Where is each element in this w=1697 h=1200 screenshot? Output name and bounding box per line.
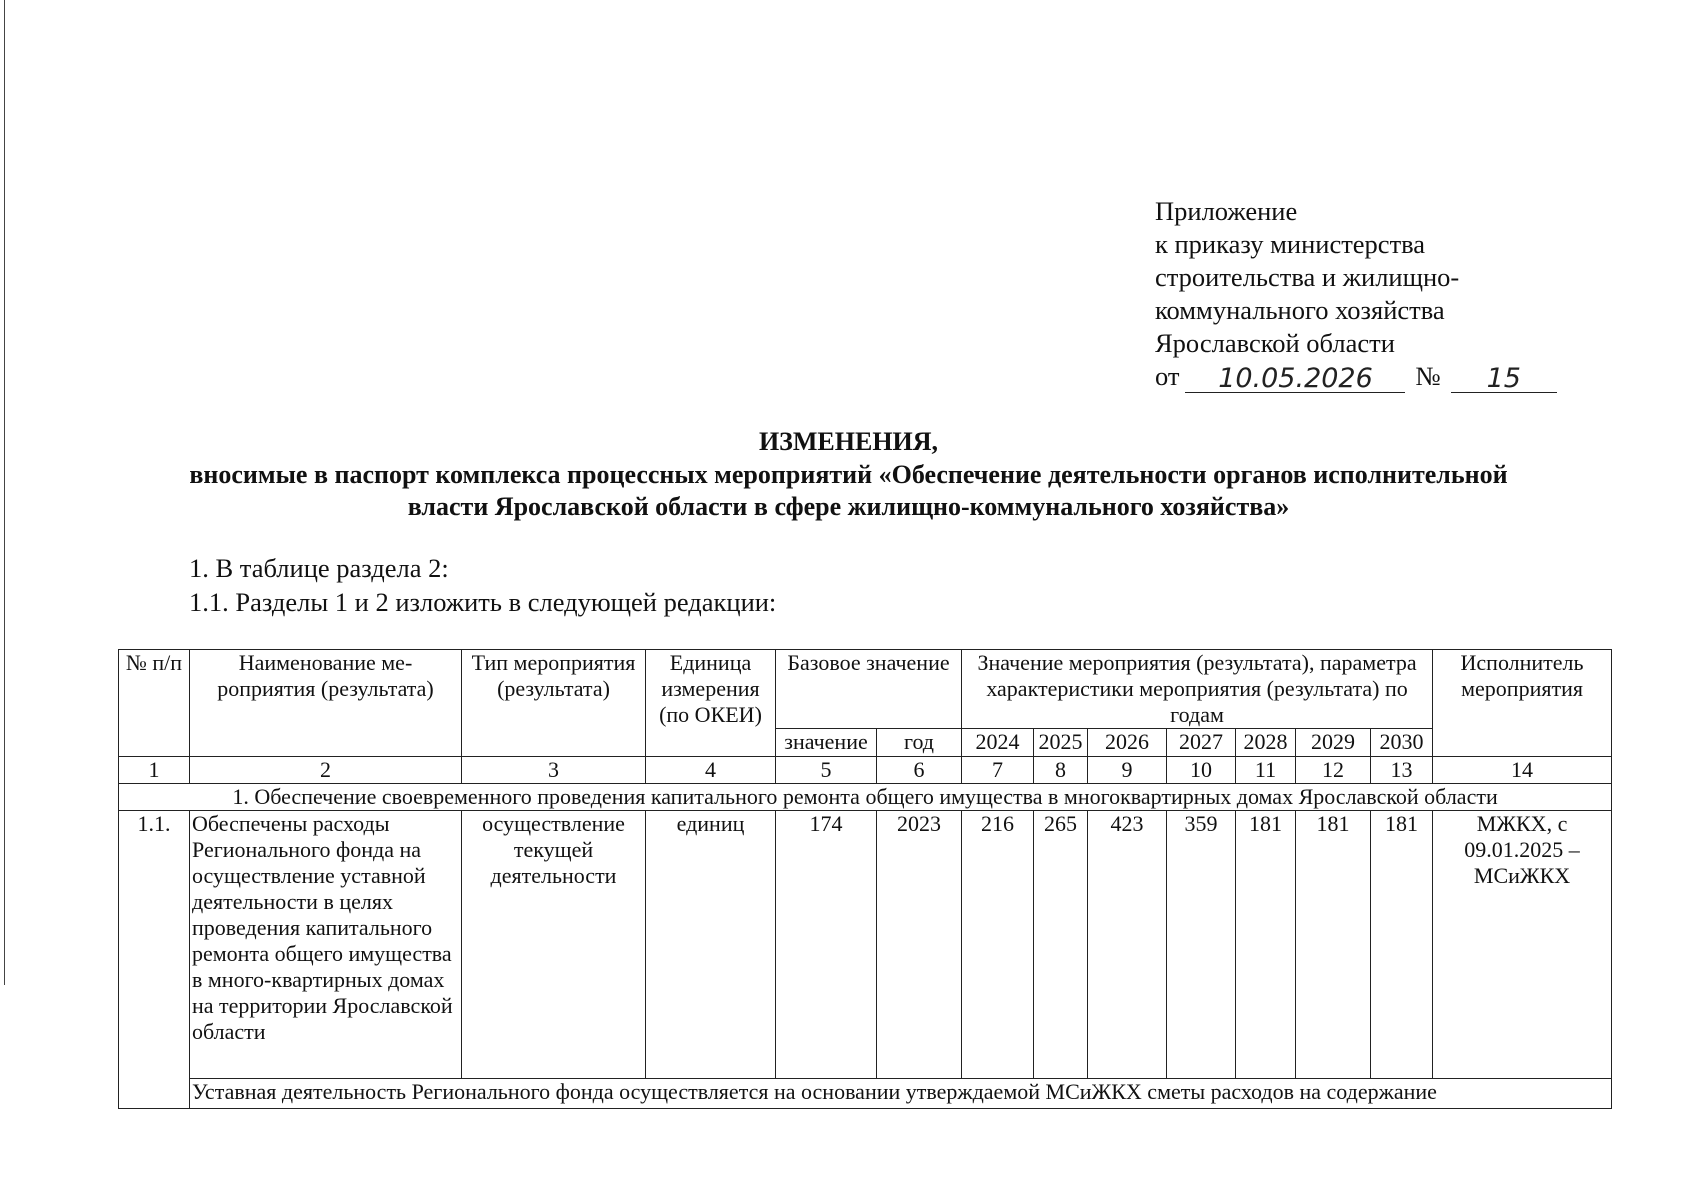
number-sign: № <box>1415 361 1441 391</box>
header-year: 2024 <box>962 729 1034 757</box>
section-title: 1. Обеспечение своевременного проведения капитального ремонта общего имущества в многоквартирных домах Ярославской области <box>119 784 1612 811</box>
header-executor: Исполнитель мероприятия <box>1433 650 1612 757</box>
column-number: 13 <box>1371 757 1433 784</box>
header-year: 2030 <box>1371 729 1433 757</box>
handwritten-number: 15 <box>1451 366 1557 393</box>
row-base-value: 174 <box>776 811 877 1079</box>
column-number: 3 <box>462 757 646 784</box>
paragraph-1: 1. В таблице раздела 2: <box>189 553 449 583</box>
header-year: 2029 <box>1296 729 1371 757</box>
column-number: 14 <box>1433 757 1612 784</box>
document-subtitle-line2: власти Ярославской области в сфере жилищно-коммунального хозяйства» <box>407 492 1290 521</box>
header-year: 2025 <box>1034 729 1088 757</box>
column-number: 12 <box>1296 757 1371 784</box>
column-number: 7 <box>962 757 1034 784</box>
row-num: 1.1. <box>119 811 190 1109</box>
appendix-line: к приказу министерства <box>1155 229 1426 259</box>
table-row <box>119 811 1612 1079</box>
header-year: 2027 <box>1167 729 1236 757</box>
column-number-row <box>119 757 1612 784</box>
row-name: Обеспечены расходы Регионального фонда на осуществление уставной деятельности в целях проведения капитального ремонта общего имущества в много-квартирных домах на территории Ярославской области <box>190 811 462 1079</box>
row-value: 423 <box>1088 811 1167 1079</box>
row-type: осуществление текущей деятельности <box>462 811 646 1079</box>
column-number: 4 <box>646 757 776 784</box>
appendix-block <box>1155 195 1557 393</box>
row-unit: единиц <box>646 811 776 1079</box>
header-num: № п/п <box>119 650 190 757</box>
column-number: 1 <box>119 757 190 784</box>
column-number: 11 <box>1236 757 1296 784</box>
header-row-1 <box>119 650 1612 729</box>
appendix-line: Приложение <box>1155 196 1298 226</box>
section-row <box>119 784 1612 811</box>
header-type: Тип мероприятия (результата) <box>462 650 646 757</box>
handwritten-date: 10.05.2026 <box>1185 366 1405 393</box>
row-note: Уставная деятельность Регионального фонда осуществляется на основании утверждаемой МСиЖКХ сметы расходов на содержание <box>190 1079 1612 1109</box>
column-number: 10 <box>1167 757 1236 784</box>
appendix-line: коммунального хозяйства <box>1155 295 1445 325</box>
column-number: 6 <box>877 757 962 784</box>
row-value: 359 <box>1167 811 1236 1079</box>
document-title: ИЗМЕНЕНИЯ, <box>758 427 939 456</box>
header-year: 2028 <box>1236 729 1296 757</box>
column-number: 9 <box>1088 757 1167 784</box>
appendix-line: Ярославской области <box>1155 328 1395 358</box>
from-label: от <box>1155 361 1180 391</box>
header-unit: Единица измерения (по ОКЕИ) <box>646 650 776 757</box>
measures-table <box>118 649 1612 1109</box>
row-value: 181 <box>1371 811 1433 1079</box>
header-base-value: значение <box>776 729 877 757</box>
header-year: 2026 <box>1088 729 1167 757</box>
row-base-year: 2023 <box>877 811 962 1079</box>
row-value: 216 <box>962 811 1034 1079</box>
header-base: Базовое значение <box>776 650 962 729</box>
row-value: 181 <box>1296 811 1371 1079</box>
appendix-line: строительства и жилищно- <box>1155 262 1460 292</box>
header-values: Значение мероприятия (результата), параметра характеристики мероприятия (результата) по годам <box>962 650 1433 729</box>
order-date-number-line <box>1155 360 1557 393</box>
note-row <box>119 1079 1612 1109</box>
row-value: 265 <box>1034 811 1088 1079</box>
column-number: 2 <box>190 757 462 784</box>
row-executor: МЖКХ, с 09.01.2025 – МСиЖКХ <box>1433 811 1612 1079</box>
document-subtitle-line1: вносимые в паспорт комплекса процессных мероприятий «Обеспечение деятельности органов исполнительной <box>189 460 1508 489</box>
column-number: 5 <box>776 757 877 784</box>
paragraph-1-1: 1.1. Разделы 1 и 2 изложить в следующей редакции: <box>189 587 777 617</box>
column-number: 8 <box>1034 757 1088 784</box>
header-base-year: год <box>877 729 962 757</box>
header-name: Наименование ме-роприятия (результата) <box>190 650 462 757</box>
row-value: 181 <box>1236 811 1296 1079</box>
